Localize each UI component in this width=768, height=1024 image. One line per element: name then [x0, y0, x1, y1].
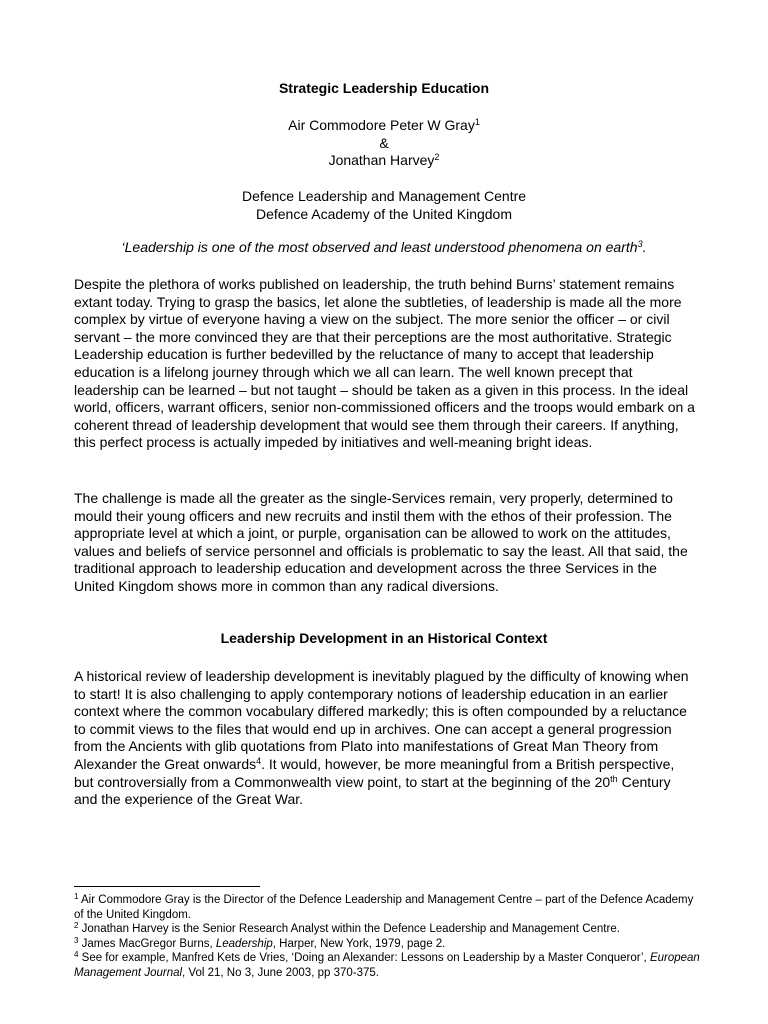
footnote-ref-3: 3: [637, 239, 643, 249]
document-title: Strategic Leadership Education: [278, 80, 490, 96]
epigraph-quote: ‘Leadership is one of the most observed and least understood phenomena on earth$^3$.: [121, 239, 647, 255]
footnote-divider: [74, 886, 260, 887]
section-heading: Leadership Development in an Historical Context: [220, 630, 548, 646]
footnote-1: $^1$ Air Commodore Gray is the Director of the Defence Leadership and Management Centre – part of the Defence Academy of the United Kingdom.: [74, 892, 694, 921]
author-2: Jonathan Harvey$^2$: [328, 152, 440, 168]
author-ampersand: &: [379, 135, 389, 151]
footnote-3: $^3$ James MacGregor Burns, Leadership, Harper, New York, 1979, page 2.: [74, 935, 446, 950]
paragraph-2: The challenge is made all the greater as the single-Services remain, very properly, determined to mould their young officers and new recruits and instil them with the ethos of their profession. The appropriate level at which a joint, or purple, organisation can be allowed to work on the attitudes, values and beliefs of service personnel and officials is problematic to say the least. All that said, the traditional approach to leadership education and development across the three Services in the United Kingdom shows more in common than any radical diversions.: [74, 490, 688, 594]
paragraph-1: Despite the plethora of works published on leadership, the truth behind Burns’ statement remains extant today. Trying to grasp the basics, let alone the subtleties, of leadership is made all the more complex by virtue of everyone having a view on the subject. The more senior the officer – or civil servant – the more convinced they are that their perceptions are the most authoritative. Strategic Leadership education is further bedevilled by the reluctance of many to accept that leadership education is a lifelong journey through which we all can learn. The well known precept that leadership can be learned – but not taught – should be taken as a given in this process. In the ideal world, officers, warrant officers, senior non-commissioned officers and the troops would embark on a coherent thread of leadership development that would see them through their careers. If anything, this perfect process is actually impeded by initiatives and well-meaning bright ideas.: [74, 276, 695, 451]
footnote-ref-2: 2: [434, 152, 440, 162]
footnote-4: $^4$ See for example, Manfred Kets de Vries, ‘Doing an Alexander: Lessons on Leadership by a Master Conqueror’, European Management Journal, Vol 21, No 3, June 2003, pp 370-375.: [74, 950, 700, 979]
footnotes: [74, 893, 704, 981]
affiliation-line-2: Defence Academy of the United Kingdom: [255, 206, 513, 222]
footnote-ref-4: 4: [256, 755, 262, 766]
footnote-ref-1: 1: [474, 117, 480, 127]
superscript-th: th: [610, 773, 618, 784]
footnote-2: $^2$ Jonathan Harvey is the Senior Research Analyst within the Defence Leadership and Management Centre.: [74, 921, 620, 936]
author-1: Air Commodore Peter W Gray$^1$: [288, 117, 480, 133]
affiliation-line-1: Defence Leadership and Management Centre: [241, 188, 527, 204]
paragraph-3: A historical review of leadership development is inevitably plagued by the difficulty of knowing when to start! It is also challenging to apply contemporary notions of leadership education in an earlier context where the common vocabulary differed markedly; this is often compounded by a reluctance to commit views to the files that would end up in archives. One can accept a general progression from the Ancients with glib quotations from Plato into manifestations of Great Man Theory from Alexander the Great onwards$^4$. It would, however, be more meaningful from a British perspective, but controversially from a Commonwealth view point, to start at the beginning of the 20th Century and the experience of the Great War.: [74, 668, 689, 808]
